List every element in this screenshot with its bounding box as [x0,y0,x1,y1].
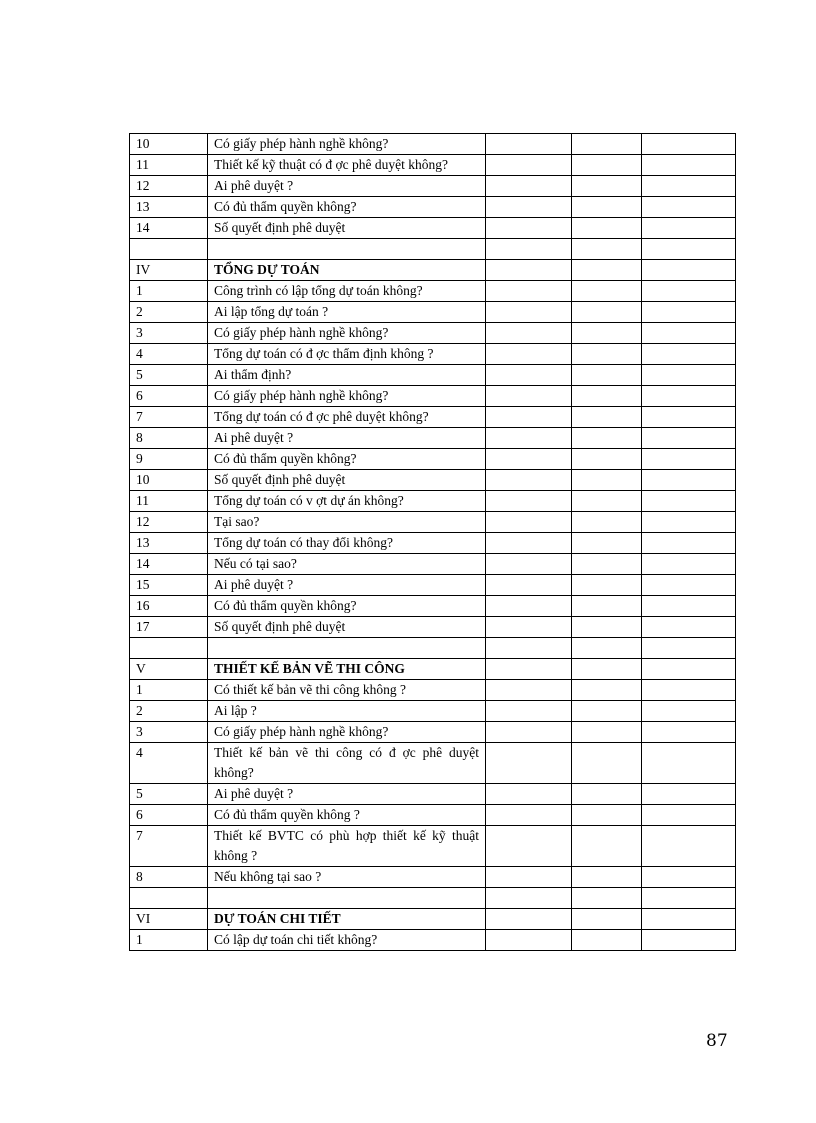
section-row [130,260,736,281]
answer-cell [642,491,736,512]
answer-cell [486,909,572,930]
answer-cell [642,680,736,701]
blank-row [130,888,736,909]
question-cell: Có giấy phép hành nghề không? [208,134,486,155]
table-row [130,407,736,428]
answer-cell [572,386,642,407]
answer-cell [572,470,642,491]
table-row [130,784,736,805]
answer-cell [572,617,642,638]
answer-cell [642,784,736,805]
blank-row [130,239,736,260]
question-cell: Có đủ thẩm quyền không? [208,596,486,617]
table-row [130,428,736,449]
question-cell: Tổng dự toán có đ ợc phê duyệt không? [208,407,486,428]
question-cell: Tổng dự toán có thay đổi không? [208,533,486,554]
answer-cell [572,930,642,951]
answer-cell [642,197,736,218]
answer-cell [572,533,642,554]
table-row [130,449,736,470]
answer-cell [572,302,642,323]
answer-cell [572,449,642,470]
answer-cell [486,826,572,867]
answer-cell [572,491,642,512]
row-number-cell: 15 [130,575,208,596]
row-number-cell: 17 [130,617,208,638]
question-cell: Ai thẩm định? [208,365,486,386]
table-row [130,365,736,386]
question-cell [208,239,486,260]
question-cell: Có giấy phép hành nghề không? [208,323,486,344]
answer-cell [486,680,572,701]
table-row [130,197,736,218]
answer-cell [572,596,642,617]
question-cell: Ai phê duyệt ? [208,575,486,596]
answer-cell [642,596,736,617]
answer-cell [486,302,572,323]
answer-cell [642,218,736,239]
table-row [130,533,736,554]
row-number-cell: 7 [130,407,208,428]
row-number-cell: 3 [130,323,208,344]
row-number-cell: 12 [130,176,208,197]
answer-cell [486,575,572,596]
answer-cell [486,659,572,680]
table-row [130,512,736,533]
answer-cell [486,344,572,365]
table-row [130,617,736,638]
row-number-cell: 7 [130,826,208,867]
answer-cell [642,155,736,176]
answer-cell [642,449,736,470]
answer-cell [486,386,572,407]
answer-cell [486,428,572,449]
answer-cell [486,176,572,197]
row-number-cell: VI [130,909,208,930]
answer-cell [572,512,642,533]
table-row [130,218,736,239]
table-row [130,743,736,784]
table-row [130,680,736,701]
answer-cell [572,239,642,260]
question-cell: TỔNG DỰ TOÁN [208,260,486,281]
answer-cell [642,743,736,784]
answer-cell [486,281,572,302]
answer-cell [642,344,736,365]
answer-cell [572,805,642,826]
table-row [130,323,736,344]
answer-cell [642,909,736,930]
table-row [130,281,736,302]
answer-cell [572,134,642,155]
answer-cell [572,722,642,743]
answer-cell [486,533,572,554]
checklist-table [129,133,736,951]
table-row [130,826,736,867]
row-number-cell: 11 [130,491,208,512]
question-cell: Tại sao? [208,512,486,533]
answer-cell [572,155,642,176]
answer-cell [486,701,572,722]
answer-cell [572,888,642,909]
answer-cell [642,826,736,867]
question-cell: Thiết kế bản vẽ thi công có đ ợc phê duyệt không? [208,743,486,784]
question-cell: Tổng dự toán có v ợt dự án không? [208,491,486,512]
row-number-cell: 10 [130,134,208,155]
row-number-cell: 11 [130,155,208,176]
table-row [130,805,736,826]
answer-cell [642,239,736,260]
row-number-cell [130,638,208,659]
answer-cell [642,554,736,575]
answer-cell [642,659,736,680]
answer-cell [642,428,736,449]
row-number-cell: 6 [130,386,208,407]
answer-cell [486,743,572,784]
table-row [130,155,736,176]
question-cell: Ai phê duyệt ? [208,428,486,449]
answer-cell [642,302,736,323]
question-cell: Ai phê duyệt ? [208,176,486,197]
table-row [130,386,736,407]
answer-cell [572,680,642,701]
row-number-cell: IV [130,260,208,281]
question-cell: Có đủ thẩm quyền không? [208,449,486,470]
question-cell [208,888,486,909]
section-row [130,659,736,680]
question-cell: Có giấy phép hành nghề không? [208,386,486,407]
table-row [130,470,736,491]
row-number-cell: 13 [130,197,208,218]
row-number-cell: 3 [130,722,208,743]
answer-cell [486,239,572,260]
question-cell: Có thiết kế bản vẽ thi công không ? [208,680,486,701]
row-number-cell: 2 [130,302,208,323]
question-cell: Số quyết định phê duyệt [208,218,486,239]
answer-cell [486,197,572,218]
table-row [130,344,736,365]
section-row [130,909,736,930]
table-row [130,701,736,722]
answer-cell [486,805,572,826]
answer-cell [642,930,736,951]
question-cell: Có lập dự toán chi tiết không? [208,930,486,951]
answer-cell [572,867,642,888]
answer-cell [642,407,736,428]
answer-cell [642,867,736,888]
answer-cell [486,449,572,470]
row-number-cell: 10 [130,470,208,491]
question-cell: Tổng dự toán có đ ợc thẩm định không ? [208,344,486,365]
answer-cell [486,930,572,951]
answer-cell [486,470,572,491]
question-cell: Có đủ thẩm quyền không ? [208,805,486,826]
answer-cell [572,260,642,281]
answer-cell [486,722,572,743]
answer-cell [486,407,572,428]
checklist-body [130,134,736,951]
answer-cell [572,638,642,659]
row-number-cell: 1 [130,930,208,951]
answer-cell [572,407,642,428]
answer-cell [642,701,736,722]
row-number-cell: 1 [130,680,208,701]
answer-cell [486,491,572,512]
row-number-cell: 8 [130,428,208,449]
question-cell: Nếu có tại sao? [208,554,486,575]
question-cell: Ai phê duyệt ? [208,784,486,805]
answer-cell [642,638,736,659]
answer-cell [486,365,572,386]
answer-cell [486,155,572,176]
table-row [130,134,736,155]
answer-cell [486,867,572,888]
row-number-cell: 14 [130,554,208,575]
answer-cell [572,281,642,302]
question-cell: Ai lập tổng dự toán ? [208,302,486,323]
answer-cell [486,617,572,638]
answer-cell [642,575,736,596]
table-row [130,554,736,575]
answer-cell [642,323,736,344]
table-row [130,575,736,596]
answer-cell [642,722,736,743]
answer-cell [572,784,642,805]
answer-cell [572,197,642,218]
row-number-cell: 14 [130,218,208,239]
row-number-cell: 16 [130,596,208,617]
table-row [130,302,736,323]
blank-row [130,638,736,659]
answer-cell [572,323,642,344]
answer-cell [486,638,572,659]
row-number-cell [130,239,208,260]
question-cell: Số quyết định phê duyệt [208,470,486,491]
row-number-cell: 2 [130,701,208,722]
answer-cell [572,176,642,197]
answer-cell [642,805,736,826]
answer-cell [642,617,736,638]
question-cell: Thiết kế kỹ thuật có đ ợc phê duyệt không? [208,155,486,176]
row-number-cell: V [130,659,208,680]
answer-cell [642,260,736,281]
answer-cell [572,218,642,239]
table-row [130,867,736,888]
table-row [130,491,736,512]
answer-cell [572,344,642,365]
answer-cell [572,659,642,680]
answer-cell [486,784,572,805]
answer-cell [572,826,642,867]
row-number-cell: 5 [130,365,208,386]
answer-cell [486,888,572,909]
question-cell: DỰ TOÁN CHI TIẾT [208,909,486,930]
question-cell [208,638,486,659]
row-number-cell: 4 [130,344,208,365]
table-row [130,176,736,197]
page-number: 87 [706,1031,728,1051]
answer-cell [486,260,572,281]
answer-cell [642,888,736,909]
answer-cell [486,134,572,155]
answer-cell [642,512,736,533]
row-number-cell: 9 [130,449,208,470]
row-number-cell: 13 [130,533,208,554]
answer-cell [642,386,736,407]
answer-cell [572,701,642,722]
answer-cell [572,575,642,596]
answer-cell [642,281,736,302]
row-number-cell: 12 [130,512,208,533]
answer-cell [486,323,572,344]
answer-cell [572,365,642,386]
table-row [130,930,736,951]
answer-cell [642,365,736,386]
answer-cell [572,428,642,449]
question-cell: Số quyết định phê duyệt [208,617,486,638]
question-cell: Ai lập ? [208,701,486,722]
question-cell: Có đủ thẩm quyền không? [208,197,486,218]
answer-cell [486,596,572,617]
answer-cell [572,554,642,575]
answer-cell [642,533,736,554]
row-number-cell: 6 [130,805,208,826]
answer-cell [642,134,736,155]
question-cell: Thiết kế BVTC có phù hợp thiết kế kỹ thuật không ? [208,826,486,867]
answer-cell [486,554,572,575]
row-number-cell: 4 [130,743,208,784]
question-cell: Công trình có lập tổng dự toán không? [208,281,486,302]
table-row [130,596,736,617]
row-number-cell [130,888,208,909]
row-number-cell: 1 [130,281,208,302]
answer-cell [486,512,572,533]
answer-cell [642,176,736,197]
question-cell: Có giấy phép hành nghề không? [208,722,486,743]
answer-cell [572,909,642,930]
answer-cell [572,743,642,784]
answer-cell [642,470,736,491]
answer-cell [486,218,572,239]
table-row [130,722,736,743]
question-cell: Nếu không tại sao ? [208,867,486,888]
question-cell: THIẾT KẾ BẢN VẼ THI CÔNG [208,659,486,680]
row-number-cell: 5 [130,784,208,805]
row-number-cell: 8 [130,867,208,888]
